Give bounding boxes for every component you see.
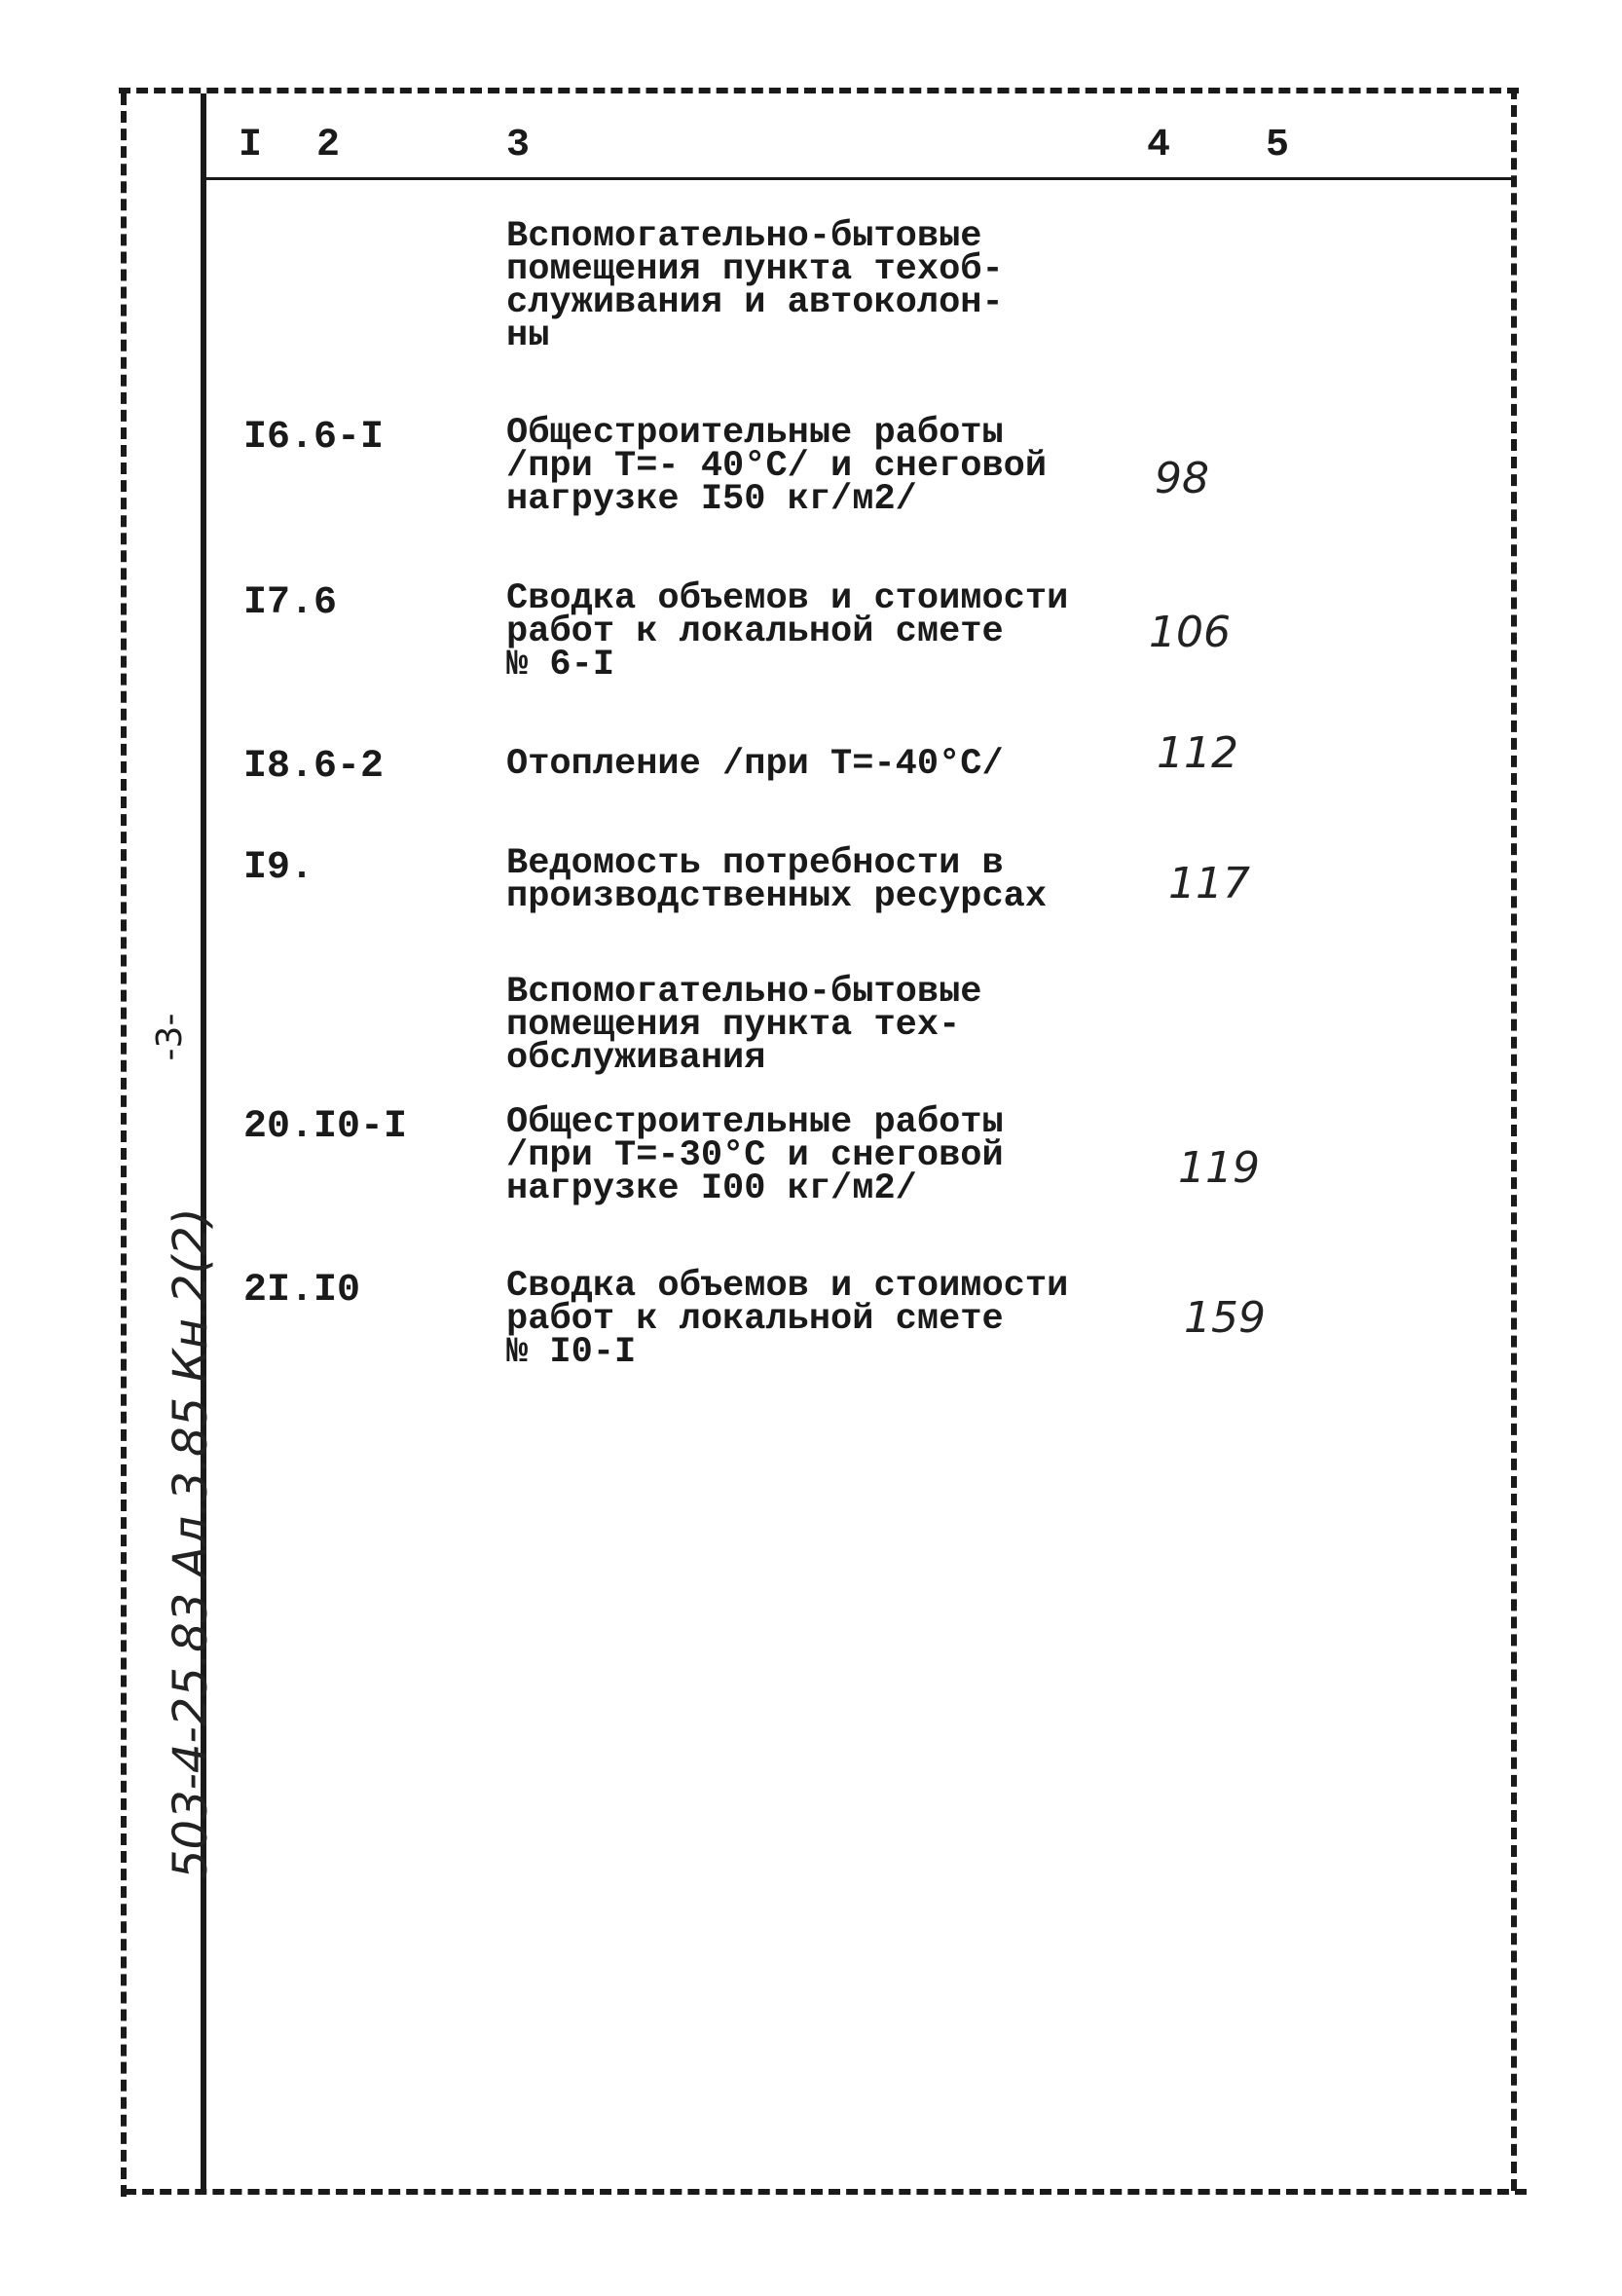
entry-title: Общестроительные работы /при Т=-30°С и снеговой нагрузке I00 кг/м2/	[506, 1102, 1004, 1209]
column-header-2: 2	[316, 124, 341, 167]
entry-title: Общестроительные работы /при Т=- 40°С/ и снеговой нагрузке I50 кг/м2/	[506, 413, 1048, 520]
section-heading: Вспомогательно-бытовые помещения пункта техоб- служивания и автоколон- ны	[506, 216, 1004, 356]
entry-title: Отопление /при Т=-40°С/	[506, 744, 1004, 785]
entry-page-number: 98	[1155, 454, 1209, 503]
entry-page-number: 112	[1157, 728, 1238, 778]
entry-page-number: 106	[1149, 608, 1231, 657]
entry-title: Сводка объемов и стоимости работ к локальной смете № 6-I	[506, 578, 1069, 685]
section-heading: Вспомогательно-бытовые помещения пункта тех- обслуживания	[506, 972, 982, 1079]
entry-title: Сводка объемов и стоимости работ к локальной смете № I0-I	[506, 1266, 1069, 1373]
entry-page-number: 159	[1184, 1293, 1266, 1343]
entry-number: 2I.I0	[243, 1269, 361, 1313]
entry-number: I6.6-I	[243, 416, 385, 460]
frame-right-border	[1511, 88, 1517, 2191]
side-page-number: -3-	[149, 1013, 190, 1061]
side-document-code: 503-4-25.83 Ал.3.85 Кн.2(2)	[164, 1207, 218, 1879]
column-header-3: 3	[506, 124, 531, 167]
entry-number: I9.	[243, 846, 314, 890]
entry-page-number: 117	[1168, 859, 1250, 908]
entry-page-number: 119	[1178, 1143, 1260, 1193]
header-rule	[203, 177, 1513, 180]
frame-bottom-border	[125, 2189, 1527, 2195]
entry-number: I7.6	[243, 581, 338, 625]
entry-number: 20.I0-I	[243, 1105, 408, 1149]
entry-title: Ведомость потребности в производственных ресурсах	[506, 843, 1048, 917]
frame-top-border	[119, 88, 1519, 93]
column-header-1: I	[239, 124, 263, 167]
column-header-5: 5	[1266, 124, 1290, 167]
frame-left-border	[121, 93, 127, 2197]
entry-number: I8.6-2	[243, 745, 385, 789]
column-header-4: 4	[1147, 124, 1171, 167]
